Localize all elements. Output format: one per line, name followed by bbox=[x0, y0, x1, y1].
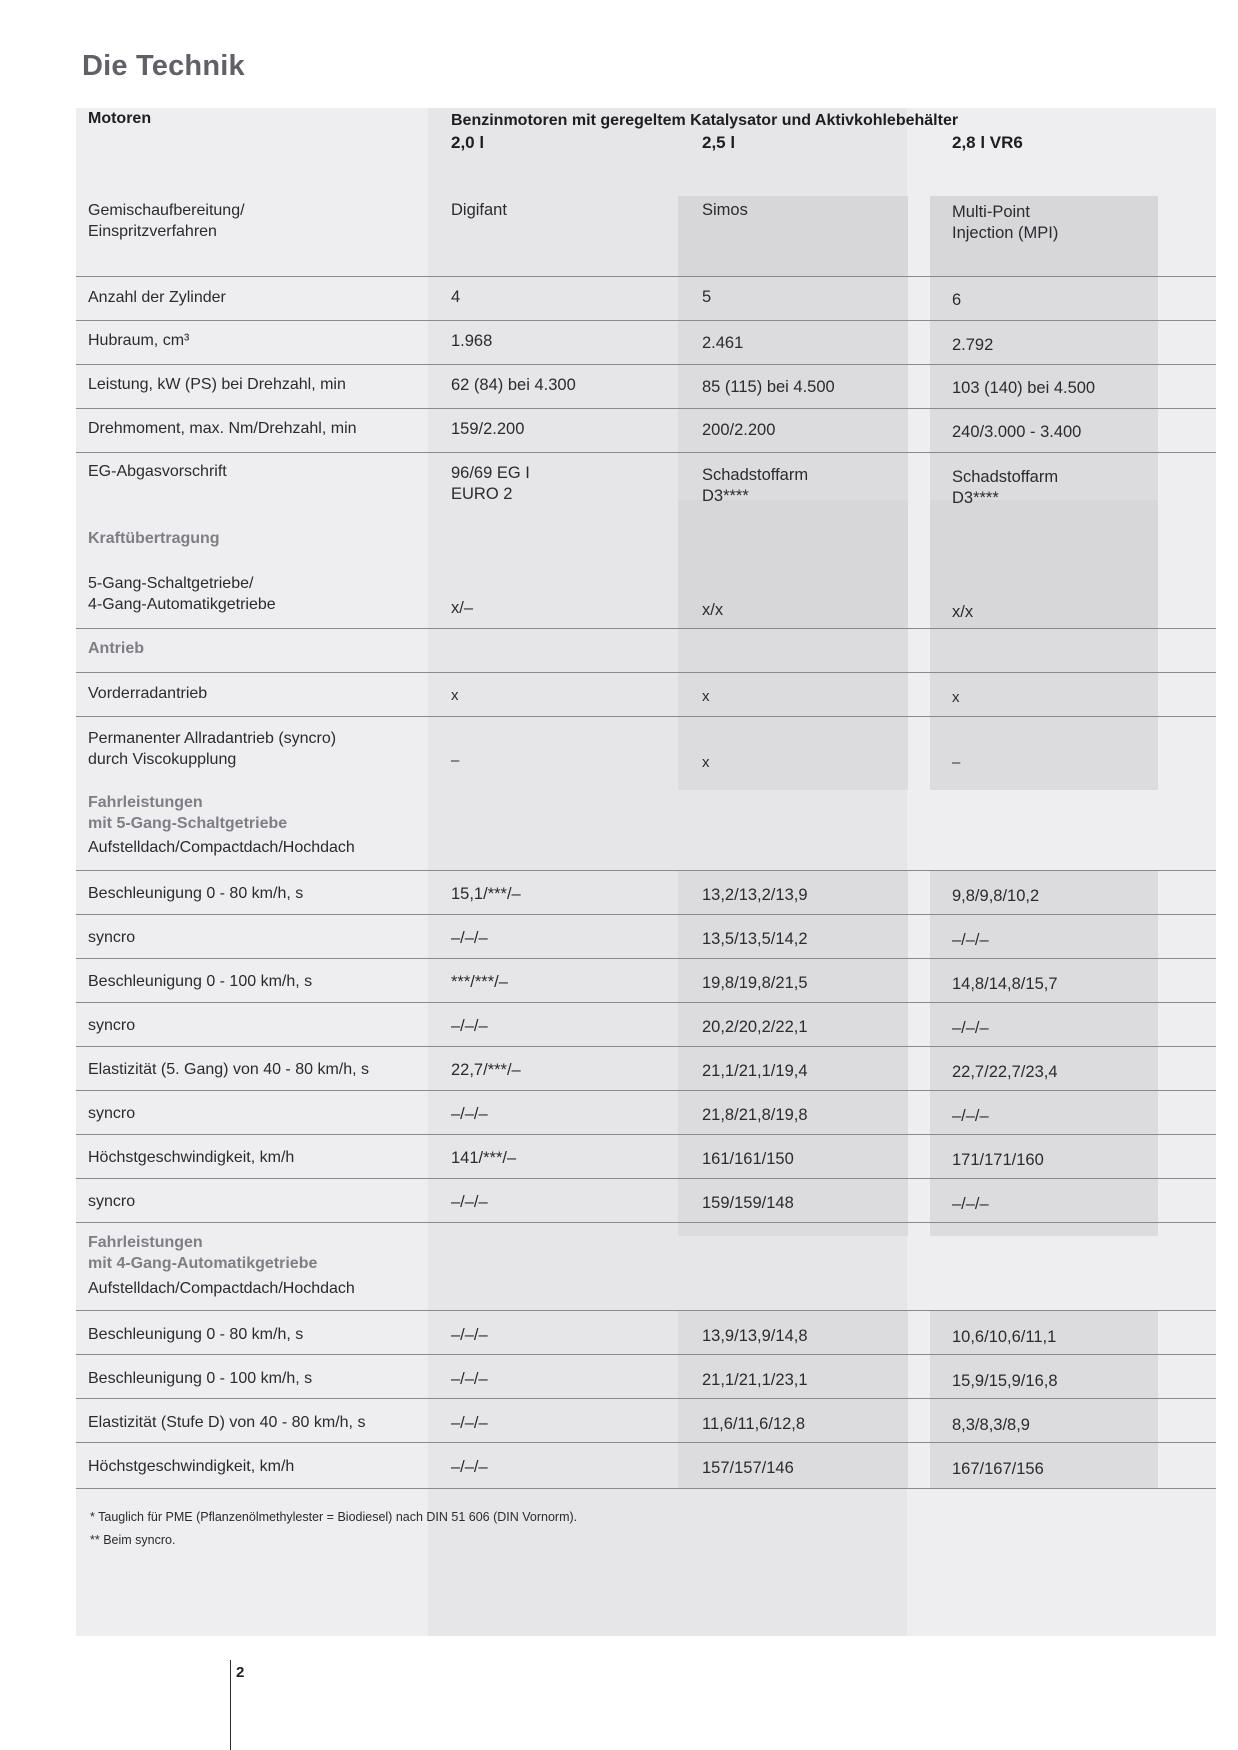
table-cell: –/–/– bbox=[952, 931, 989, 949]
row-divider bbox=[76, 1046, 1216, 1047]
row-divider bbox=[76, 1178, 1216, 1179]
column-header-28-vr6: 2,8 l VR6 bbox=[952, 133, 1023, 152]
cell-hubraum-25: 2.461 bbox=[702, 334, 744, 352]
table-cell: –/–/– bbox=[451, 1326, 488, 1344]
engine-header: Benzinmotoren mit geregeltem Katalysator und Aktivkohlebehälter bbox=[451, 112, 959, 129]
row-label: syncro bbox=[88, 1105, 136, 1122]
page-title: Die Technik bbox=[82, 50, 245, 82]
table-cell: 22,7/22,7/23,4 bbox=[952, 1063, 1058, 1081]
row-divider bbox=[76, 1310, 1216, 1311]
table-cell: 9,8/9,8/10,2 bbox=[952, 887, 1040, 905]
row-label: syncro bbox=[88, 1193, 136, 1210]
section-title-fahrleistungen-4gang: Fahrleistungen mit 4-Gang-Automatikgetriebe bbox=[88, 1234, 318, 1272]
cell-abgas-25: Schadstoffarm D3**** bbox=[702, 466, 809, 505]
row-divider bbox=[76, 364, 1216, 365]
row-divider bbox=[76, 452, 1216, 453]
row-label-allrad: Permanenter Allradantrieb (syncro) durch Viscokupplung bbox=[88, 730, 337, 768]
table-cell: –/–/– bbox=[952, 1019, 989, 1037]
cell-drehmoment-28: 240/3.000 - 3.400 bbox=[952, 423, 1082, 441]
table-cell: –/–/– bbox=[451, 1414, 488, 1432]
section-subtitle-4gang: Aufstelldach/Compactdach/Hochdach bbox=[88, 1280, 355, 1297]
table-cell: 20,2/20,2/22,1 bbox=[702, 1018, 808, 1036]
row-label-zylinder: Anzahl der Zylinder bbox=[88, 289, 226, 306]
section-title-fahrleistungen-5gang: Fahrleistungen mit 5-Gang-Schaltgetriebe bbox=[88, 794, 288, 832]
section-title-antrieb: Antrieb bbox=[88, 640, 144, 657]
row-label: Beschleunigung 0 - 80 km/h, s bbox=[88, 1326, 304, 1343]
row-divider bbox=[76, 1090, 1216, 1091]
table-cell: –/–/– bbox=[451, 1017, 488, 1035]
footnote-2: ** Beim syncro. bbox=[90, 1533, 176, 1547]
row-divider bbox=[76, 408, 1216, 409]
row-label: Elastizität (Stufe D) von 40 - 80 km/h, s bbox=[88, 1414, 366, 1431]
row-divider bbox=[76, 1354, 1216, 1355]
table-cell: 157/157/146 bbox=[702, 1459, 794, 1477]
cell-hubraum-28: 2.792 bbox=[952, 336, 994, 354]
cell-getriebe-25: x/x bbox=[702, 601, 724, 619]
row-divider bbox=[76, 716, 1216, 717]
row-divider bbox=[76, 276, 1216, 277]
table-cell: 21,8/21,8/19,8 bbox=[702, 1106, 808, 1124]
table-cell: 11,6/11,6/12,8 bbox=[702, 1415, 806, 1433]
cell-drehmoment-25: 200/2.200 bbox=[702, 421, 776, 439]
motoren-label: Motoren bbox=[88, 110, 152, 127]
table-cell: 8,3/8,3/8,9 bbox=[952, 1416, 1030, 1434]
cell-gemisch-28: Multi-Point Injection (MPI) bbox=[952, 203, 1059, 242]
page-number-rule bbox=[230, 1660, 231, 1750]
row-label: Beschleunigung 0 - 100 km/h, s bbox=[88, 973, 313, 990]
table-cell: 21,1/21,1/23,1 bbox=[702, 1371, 808, 1389]
cell-shade bbox=[930, 628, 1158, 790]
cell-abgas-28: Schadstoffarm D3**** bbox=[952, 468, 1059, 507]
table-cell: –/–/– bbox=[451, 929, 488, 947]
column-header-25: 2,5 l bbox=[702, 133, 736, 152]
table-cell: 15,1/***/– bbox=[451, 885, 521, 903]
cell-abgas-20: 96/69 EG I EURO 2 bbox=[451, 464, 530, 503]
row-label-leistung: Leistung, kW (PS) bei Drehzahl, min bbox=[88, 376, 346, 393]
table-cell: 167/167/156 bbox=[952, 1460, 1044, 1478]
row-divider bbox=[76, 1002, 1216, 1003]
cell-zylinder-20: 4 bbox=[451, 288, 461, 306]
cell-zylinder-28: 6 bbox=[952, 291, 962, 309]
row-divider bbox=[76, 958, 1216, 959]
row-divider bbox=[76, 1442, 1216, 1443]
row-label: Beschleunigung 0 - 100 km/h, s bbox=[88, 1370, 313, 1387]
table-cell: 159/159/148 bbox=[702, 1194, 794, 1212]
cell-vorderrad-28: x bbox=[952, 689, 960, 706]
row-label: Höchstgeschwindigkeit, km/h bbox=[88, 1149, 295, 1166]
table-cell: 22,7/***/– bbox=[451, 1061, 521, 1079]
row-label-getriebe: 5-Gang-Schaltgetriebe/ 4-Gang-Automatikgetriebe bbox=[88, 575, 276, 613]
row-label-abgas: EG-Abgasvorschrift bbox=[88, 463, 227, 480]
row-divider bbox=[76, 628, 1216, 629]
table-cell: 161/161/150 bbox=[702, 1150, 794, 1168]
cell-getriebe-20: x/– bbox=[451, 599, 474, 617]
cell-vorderrad-20: x bbox=[451, 687, 459, 704]
table-cell: 10,6/10,6/11,1 bbox=[952, 1328, 1057, 1346]
cell-zylinder-25: 5 bbox=[702, 288, 712, 306]
row-divider bbox=[76, 672, 1216, 673]
cell-gemisch-25: Simos bbox=[702, 201, 748, 219]
table-cell: 13,5/13,5/14,2 bbox=[702, 930, 808, 948]
table-cell: 13,2/13,2/13,9 bbox=[702, 886, 808, 904]
table-cell: –/–/– bbox=[451, 1370, 488, 1388]
table-cell: –/–/– bbox=[952, 1195, 989, 1213]
row-label: syncro bbox=[88, 929, 136, 946]
cell-shade bbox=[678, 628, 908, 790]
table-cell: –/–/– bbox=[952, 1107, 989, 1125]
cell-leistung-28: 103 (140) bei 4.500 bbox=[952, 379, 1096, 397]
row-divider bbox=[76, 1398, 1216, 1399]
table-cell: 171/171/160 bbox=[952, 1151, 1044, 1169]
table-cell: –/–/– bbox=[451, 1105, 488, 1123]
table-cell: 14,8/14,8/15,7 bbox=[952, 975, 1058, 993]
row-label-vorderrad: Vorderradantrieb bbox=[88, 685, 208, 702]
row-divider bbox=[76, 870, 1216, 871]
row-label: Höchstgeschwindigkeit, km/h bbox=[88, 1458, 295, 1475]
row-label-drehmoment: Drehmoment, max. Nm/Drehzahl, min bbox=[88, 420, 357, 437]
cell-vorderrad-25: x bbox=[702, 688, 710, 705]
section-subtitle-5gang: Aufstelldach/Compactdach/Hochdach bbox=[88, 839, 355, 856]
table-cell: 141/***/– bbox=[451, 1149, 517, 1167]
footnote-1: * Tauglich für PME (Pflanzenölmethylester = Biodiesel) nach DIN 51 606 (DIN Vornorm). bbox=[90, 1510, 578, 1524]
cell-getriebe-28: x/x bbox=[952, 603, 974, 621]
cell-allrad-28: – bbox=[952, 754, 961, 771]
row-label: Elastizität (5. Gang) von 40 - 80 km/h, s bbox=[88, 1061, 370, 1078]
column-header-20: 2,0 l bbox=[451, 133, 485, 152]
cell-hubraum-20: 1.968 bbox=[451, 332, 493, 350]
table-cell: –/–/– bbox=[451, 1193, 488, 1211]
cell-leistung-25: 85 (115) bei 4.500 bbox=[702, 378, 835, 396]
table-cell: 19,8/19,8/21,5 bbox=[702, 974, 808, 992]
cell-drehmoment-20: 159/2.200 bbox=[451, 420, 525, 438]
cell-gemisch-20: Digifant bbox=[451, 201, 507, 219]
cell-shade bbox=[678, 870, 908, 1236]
row-label: Beschleunigung 0 - 80 km/h, s bbox=[88, 885, 304, 902]
row-label: syncro bbox=[88, 1017, 136, 1034]
cell-allrad-25: x bbox=[702, 754, 710, 771]
section-title-kraftuebertragung: Kraftübertragung bbox=[88, 530, 220, 547]
cell-allrad-20: – bbox=[451, 752, 460, 769]
page-number: 2 bbox=[236, 1664, 245, 1681]
table-cell: 21,1/21,1/19,4 bbox=[702, 1062, 808, 1080]
row-divider bbox=[76, 320, 1216, 321]
row-label-hubraum: Hubraum, cm³ bbox=[88, 332, 190, 349]
table-cell: ***/***/– bbox=[451, 973, 508, 991]
row-divider bbox=[76, 1134, 1216, 1135]
table-cell: 15,9/15,9/16,8 bbox=[952, 1372, 1058, 1390]
row-divider bbox=[76, 914, 1216, 915]
table-cell: 13,9/13,9/14,8 bbox=[702, 1327, 808, 1345]
cell-leistung-20: 62 (84) bei 4.300 bbox=[451, 376, 576, 394]
row-divider bbox=[76, 1488, 1216, 1489]
row-divider bbox=[76, 1222, 1216, 1223]
row-label-gemisch: Gemischaufbereitung/ Einspritzverfahren bbox=[88, 202, 245, 240]
cell-shade bbox=[930, 870, 1158, 1236]
table-cell: –/–/– bbox=[451, 1458, 488, 1476]
